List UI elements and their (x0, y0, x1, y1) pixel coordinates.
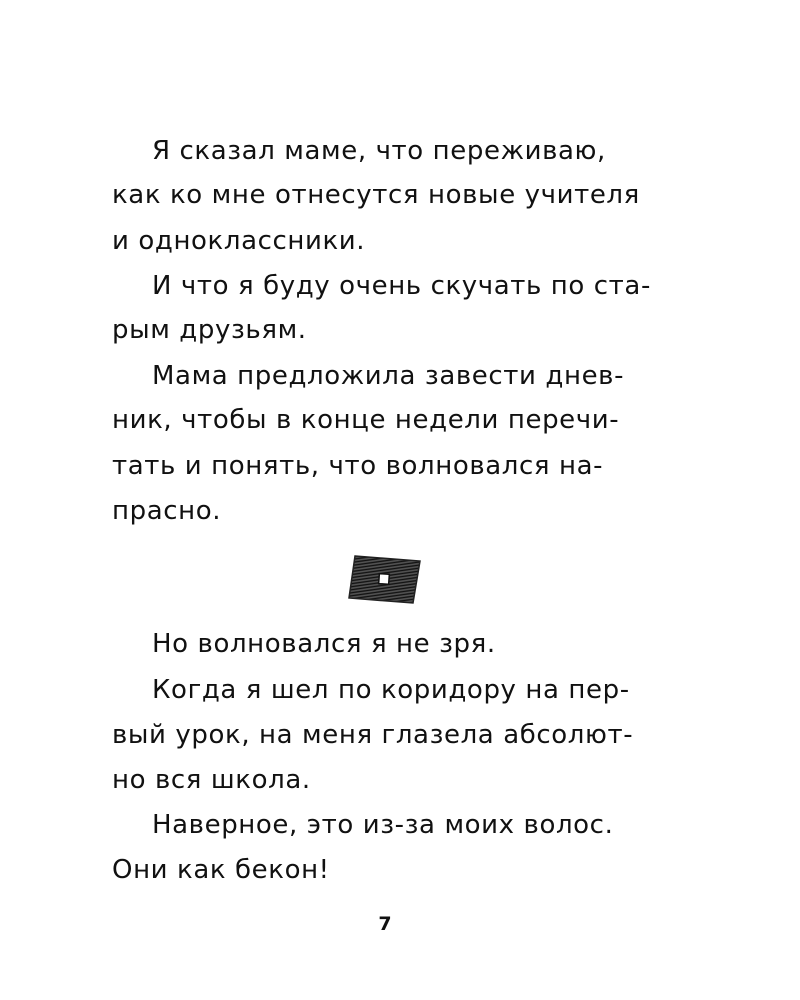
hatched-square-divider-icon (347, 553, 423, 605)
text-line: Но волновался я не зря. (152, 629, 496, 659)
text-line: Я сказал маме, что переживаю, (152, 136, 606, 166)
text-line: Когда я шел по коридору на пер- (152, 675, 630, 705)
text-line: И что я буду очень скучать по ста- (152, 271, 651, 301)
text-line: тать и понять, что волновался на- (112, 451, 604, 481)
text-line: прасно. (112, 496, 222, 526)
text-line: Наверное, это из-за моих волос. (152, 810, 614, 840)
text-line: рым друзьям. (112, 315, 307, 345)
text-line: Они как бекон! (112, 855, 330, 885)
text-line: как ко мне отнесутся новые учителя (112, 180, 640, 210)
text-line: но вся школа. (112, 765, 311, 795)
text-line: Мама предложила завести днев- (152, 361, 625, 391)
text-line: вый урок, на меня глазела абсолют- (112, 720, 634, 750)
text-line: ник, чтобы в конце недели перечи- (112, 405, 620, 435)
page-number: 7 (378, 913, 392, 935)
text-line: и одноклассники. (112, 226, 366, 256)
